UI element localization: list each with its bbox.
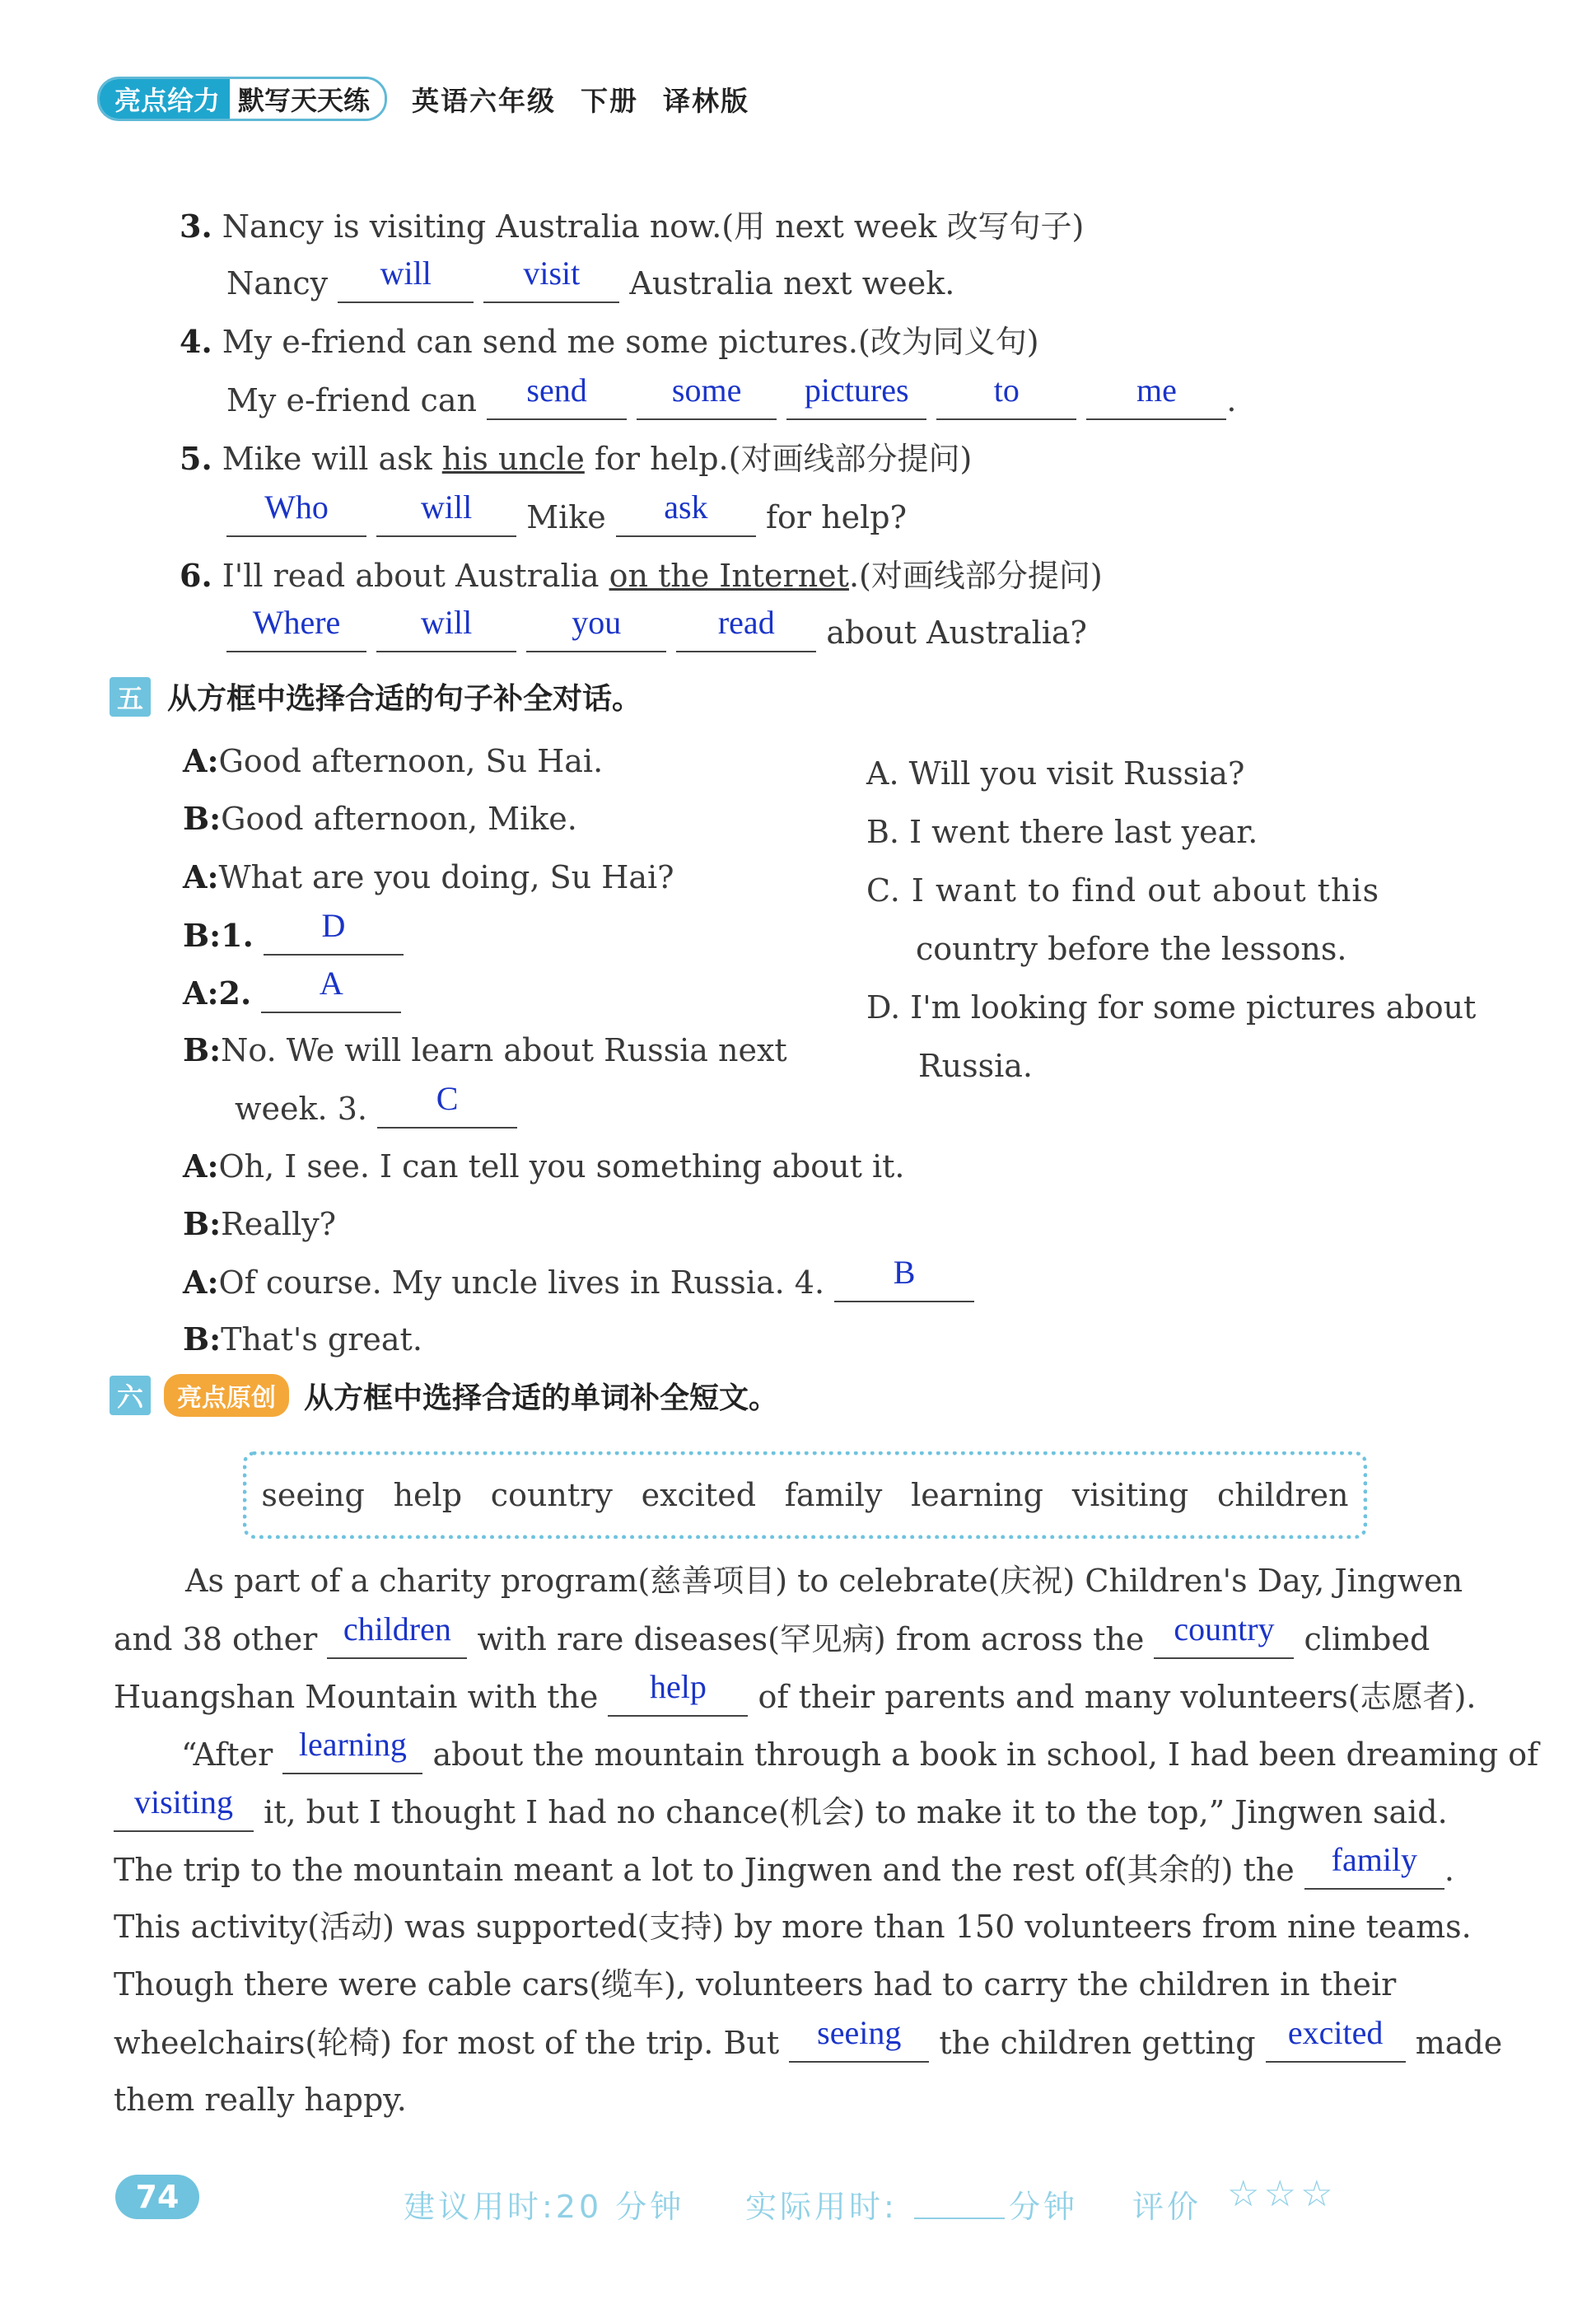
word-item: help [393, 1477, 463, 1513]
section-number: 五 [110, 677, 151, 717]
page-number: 74 [115, 2175, 199, 2219]
answer-blank: Who [226, 501, 366, 537]
rating-label: 评价 [1132, 2189, 1202, 2225]
section-5-heading [110, 675, 642, 717]
actual-time-label: 实际用时: [745, 2189, 898, 2225]
word-item: learning [911, 1477, 1043, 1513]
answer-blank: send [487, 384, 627, 420]
q4-answer-line: My e-friend can send some pictures to me . [226, 372, 1237, 418]
answer-blank: learning [282, 1738, 422, 1774]
dialogue-line: A:What are you doing, Su Hai? [183, 858, 674, 895]
passage-line: This activity(活动) was supported(支持) by more than 150 volunteers from nine teams. [114, 1909, 1472, 1945]
answer-blank: excited [1266, 2026, 1406, 2063]
dialogue-line: A:2. A [183, 977, 401, 1013]
star-icon: ☆ [1263, 2173, 1296, 2215]
page-header [97, 76, 749, 122]
dialogue-line: week. 3. C [235, 1092, 517, 1129]
answer-blank: A [261, 977, 401, 1013]
suggested-time: 建议用时:20 分钟 [404, 2189, 685, 2225]
passage-line: As part of a charity program(慈善项目) to celebrate(庆祝) Children's Day, Jingwen [185, 1563, 1463, 1599]
passage-line: Though there were cable cars(缆车), volunteers had to carry the children in their [114, 1966, 1397, 2003]
answer-blank: to [936, 384, 1076, 420]
answer-blank: some [637, 384, 777, 420]
section-title: 从方框中选择合适的句子补全对话。 [167, 682, 642, 716]
answer-blank: you [526, 616, 666, 652]
word-item: excited [641, 1477, 757, 1513]
answer-blank: will [338, 267, 474, 303]
subject-label: 英语六年级 [412, 84, 557, 117]
passage-line: them really happy. [114, 2082, 407, 2118]
passage-line: The trip to the mountain meant a lot to Jingwen and the rest of(其余的) the family . [114, 1841, 1454, 1888]
badge-left: 亮点给力 [100, 79, 230, 119]
dialogue-line: A:Of course. My uncle lives in Russia. 4. B [183, 1266, 974, 1302]
passage-line: visiting it, but I thought I had no chance(机会) to make it to the top,” Jingwen said. [114, 1796, 1448, 1832]
answer-blank: read [676, 616, 816, 652]
original-tag: 亮点原创 [164, 1374, 289, 1417]
option-c: C. I want to find out about this [866, 872, 1380, 909]
answer-blank: visiting [114, 1796, 254, 1832]
passage-line: “After learning about the mountain through a book in school, I had been dreaming of [181, 1726, 1539, 1773]
word-item: visiting [1071, 1477, 1189, 1513]
actual-time-blank [914, 2218, 1005, 2219]
answer-blank: Where [226, 616, 366, 652]
passage-line: and 38 other children with rare diseases(罕见病) from across the country climbed [114, 1610, 1430, 1657]
minutes-label: 分钟 [1009, 2189, 1079, 2225]
option-a: A. Will you visit Russia? [866, 755, 1245, 792]
answer-blank: children [327, 1623, 467, 1659]
answer-blank: will [376, 501, 516, 537]
q6-prompt: 6. I'll read about Australia on the Internet.(对画线部分提问) [180, 557, 1103, 594]
section-number: 六 [110, 1376, 151, 1415]
dialogue-line: B:Good afternoon, Mike. [183, 800, 577, 837]
dialogue-line: B:Really? [183, 1205, 337, 1242]
q3-prompt: 3. Nancy is visiting Australia now.(用 next week 改写句子) [180, 208, 1085, 245]
dialogue-line: A:Oh, I see. I can tell you something about it. [183, 1147, 905, 1185]
q4-prompt: 4. My e-friend can send me some pictures.(改为同义句) [180, 323, 1039, 360]
option-c-cont: country before the lessons. [916, 931, 1347, 967]
answer-blank: B [834, 1266, 974, 1302]
answer-blank: me [1086, 384, 1226, 420]
answer-blank: family [1304, 1853, 1444, 1890]
option-d-cont: Russia. [918, 1048, 1033, 1084]
answer-blank: pictures [786, 384, 926, 420]
q5-answer-line: Who will Mike ask for help? [226, 501, 907, 537]
section-6-heading [110, 1374, 778, 1417]
answer-blank: D [264, 919, 404, 956]
answer-blank: ask [616, 501, 756, 537]
word-item: family [784, 1477, 883, 1513]
answer-blank: will [376, 616, 516, 652]
star-icon: ☆ [1300, 2173, 1333, 2215]
options-box [848, 733, 1482, 1120]
series-badge [97, 77, 387, 121]
answer-blank: visit [483, 267, 619, 303]
answer-blank: country [1154, 1623, 1294, 1659]
word-item: country [490, 1477, 613, 1513]
edition-label: 译林版 [663, 84, 750, 117]
volume-label: 下册 [581, 84, 639, 117]
dialogue-line: B:No. We will learn about Russia next [183, 1031, 787, 1068]
word-bank [243, 1451, 1367, 1539]
answer-blank: C [377, 1092, 517, 1129]
option-d: D. I'm looking for some pictures about [866, 989, 1477, 1026]
section-title: 从方框中选择合适的单词补全短文。 [304, 1381, 779, 1415]
option-b: B. I went there last year. [866, 814, 1258, 850]
dialogue-line: B:That's great. [183, 1320, 422, 1358]
q3-answer-line: Nancy will visit Australia next week. [226, 255, 955, 301]
word-item: children [1217, 1477, 1349, 1513]
q5-prompt: 5. Mike will ask his uncle for help.(对画线部分提问) [180, 440, 973, 477]
dialogue-line: A:Good afternoon, Su Hai. [183, 742, 604, 779]
word-item: seeing [261, 1477, 365, 1513]
dialogue-line: B:1. D [183, 919, 404, 956]
star-icon: ☆ [1227, 2173, 1260, 2215]
badge-right: 默写天天练 [230, 79, 385, 119]
passage-line: wheelchairs(轮椅) for most of the trip. But seeing the children getting excited made [114, 2014, 1503, 2061]
q6-answer-line: Where will you read about Australia? [226, 616, 1087, 652]
answer-blank: seeing [789, 2026, 929, 2063]
rating-stars [1227, 2173, 1333, 2215]
passage-line: Huangshan Mountain with the help of their parents and many volunteers(志愿者). [114, 1668, 1477, 1715]
answer-blank: help [608, 1680, 748, 1717]
